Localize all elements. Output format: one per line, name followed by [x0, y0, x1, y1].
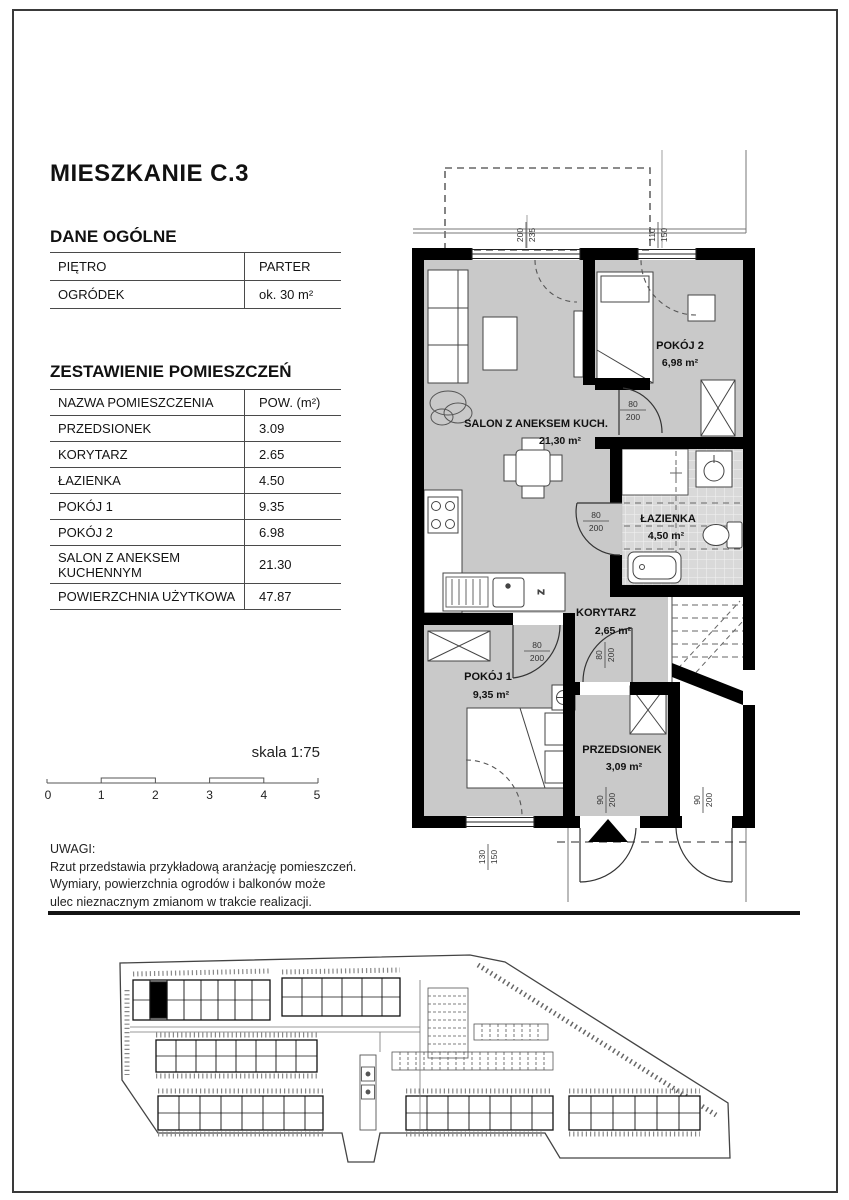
notes-block	[50, 841, 356, 911]
room-name-cell: POKÓJ 2	[50, 520, 245, 546]
room-name-cell: PRZEDSIONEK	[50, 416, 245, 442]
room-area-cell: 2.65	[245, 442, 342, 468]
general-row-value: PARTER	[245, 253, 342, 281]
dim-value: 90	[595, 795, 605, 805]
general-info-heading: DANE OGÓLNE	[50, 227, 177, 246]
label-salon-area: 21,30 m²	[538, 435, 582, 447]
label-przedsionek-area: 3,09 m²	[605, 761, 643, 773]
scale-tick: 0	[44, 788, 52, 802]
dim-value: 130	[477, 849, 487, 865]
rooms-col-area: POW. (m²)	[245, 390, 342, 416]
label-salon-name: SALON Z ANEKSEM KUCH.	[464, 418, 608, 430]
table-row	[50, 520, 341, 546]
dim-value: 200	[625, 412, 641, 422]
dim-neighbour-door	[692, 787, 714, 813]
washbasin	[696, 451, 732, 487]
dim-value: 200	[529, 653, 545, 663]
table-row	[50, 468, 341, 494]
dim-value: 200	[515, 227, 525, 243]
table-row	[50, 442, 341, 468]
general-info-table	[50, 252, 341, 309]
desk-pokoj2	[688, 295, 715, 321]
dim-value: 200	[607, 792, 617, 808]
table-row	[50, 253, 341, 281]
bed-pokoj2	[597, 272, 653, 383]
scale-tick: 1	[97, 788, 105, 802]
room-area-cell: 3.09	[245, 416, 342, 442]
room-name-cell: SALON Z ANEKSEM KUCHENNYM	[50, 546, 245, 584]
dim-value: 200	[704, 792, 714, 808]
building-row-e	[406, 1096, 553, 1130]
label-pokoj1-name: POKÓJ 1	[464, 671, 512, 683]
section-divider	[48, 911, 800, 915]
building-rows	[133, 978, 700, 1130]
room-name-cell: KORYTARZ	[50, 442, 245, 468]
general-row-value: ok. 30 m²	[245, 281, 342, 309]
label-korytarz-area: 2,65 m²	[594, 625, 632, 637]
rooms-table	[50, 389, 341, 610]
dim-pokoj1-window	[477, 844, 499, 870]
entrance-arrow	[588, 819, 628, 842]
dim-value: 200	[606, 647, 616, 663]
table-row	[50, 494, 341, 520]
floor-plan	[400, 145, 800, 905]
kitchen-sink	[493, 578, 524, 607]
sofa	[428, 270, 468, 383]
table-row	[50, 281, 341, 309]
scale-bar-numbers	[45, 788, 321, 802]
label-przedsionek-name: PRZEDSIONEK	[582, 744, 662, 756]
dim-value: 80	[628, 399, 638, 409]
label-pokoj1-area: 9,35 m²	[472, 689, 510, 701]
dim-value: 150	[489, 849, 499, 865]
bed-pokoj1	[467, 708, 573, 788]
site-plan	[80, 935, 760, 1190]
dim-value: 235	[527, 227, 537, 243]
toilet	[703, 522, 742, 548]
table-row	[50, 584, 341, 610]
room-name-cell: POKÓJ 1	[50, 494, 245, 520]
dim-value: 80	[591, 510, 601, 520]
utility-strip	[360, 1055, 376, 1130]
building-row-f	[569, 1096, 700, 1130]
dim-balcony-door	[515, 222, 537, 248]
dim-value: 200	[588, 523, 604, 533]
coffee-table	[483, 317, 517, 370]
pokoj2-window	[638, 248, 696, 260]
dim-value: 110	[647, 228, 657, 242]
label-lazienka-name: ŁAZIENKA	[640, 513, 696, 525]
scale-bar	[42, 768, 327, 804]
scale-tick: 5	[313, 788, 321, 802]
pokoj1-window	[466, 816, 534, 828]
garden-dashed-outline	[445, 168, 650, 250]
wardrobe-pokoj1	[428, 631, 490, 661]
notes-heading: UWAGI:	[50, 842, 96, 856]
wardrobe-pokoj2	[701, 380, 735, 436]
tv-board	[574, 311, 583, 377]
room-area-cell: 6.98	[245, 520, 342, 546]
diagonal-wall	[672, 663, 743, 705]
balcony-door-window	[472, 248, 580, 260]
table-row	[50, 546, 341, 584]
rooms-col-name: NAZWA POMIESZCZENIA	[50, 390, 245, 416]
dim-value: 80	[532, 640, 542, 650]
room-area-cell: 4.50	[245, 468, 342, 494]
dishwasher-label: Z	[536, 589, 546, 595]
general-row-label: OGRÓDEK	[50, 281, 245, 309]
building-row-c	[156, 1040, 317, 1072]
table-header-row	[50, 390, 341, 416]
scale-bar-graphic	[47, 778, 318, 783]
room-name-cell: POWIERZCHNIA UŻYTKOWA	[50, 584, 245, 610]
scale-tick: 2	[152, 788, 159, 802]
dim-value: 90	[692, 795, 702, 805]
building-row-b	[282, 978, 400, 1016]
room-area-cell: 21.30	[245, 546, 342, 584]
label-korytarz-name: KORYTARZ	[576, 607, 636, 619]
scale-tick: 4	[260, 788, 268, 802]
rooms-table-heading: ZESTAWIENIE POMIESZCZEŃ	[50, 362, 292, 381]
table-row	[50, 416, 341, 442]
building-row-a	[133, 980, 270, 1020]
label-lazienka-area: 4,50 m²	[647, 530, 685, 542]
dim-value: 80	[594, 650, 604, 660]
parking-areas	[392, 988, 553, 1070]
room-area-cell: 9.35	[245, 494, 342, 520]
notes-line: ulec nieznacznym zmianom w trakcie realizacji.	[50, 894, 312, 909]
page-title: MIESZKANIE C.3	[50, 160, 250, 187]
room-area-cell: 47.87	[245, 584, 342, 610]
scale-tick: 3	[206, 788, 213, 802]
bathtub	[628, 552, 681, 583]
scale-label: skala 1:75	[251, 744, 320, 761]
label-pokoj2-area: 6,98 m²	[661, 357, 699, 369]
building-row-d	[158, 1096, 323, 1130]
general-row-label: PIĘTRO	[50, 253, 245, 281]
hob	[428, 497, 458, 533]
label-pokoj2-name: POKÓJ 2	[656, 340, 704, 352]
room-name-cell: ŁAZIENKA	[50, 468, 245, 494]
notes-line: Wymiary, powierzchnia ogrodów i balkonów może	[50, 877, 326, 891]
dim-value: 150	[659, 227, 669, 243]
notes-line: Rzut przedstawia przykładową aranżację pomieszczeń.	[50, 859, 357, 874]
dish-rack	[446, 577, 488, 607]
highlighted-unit	[150, 982, 167, 1018]
